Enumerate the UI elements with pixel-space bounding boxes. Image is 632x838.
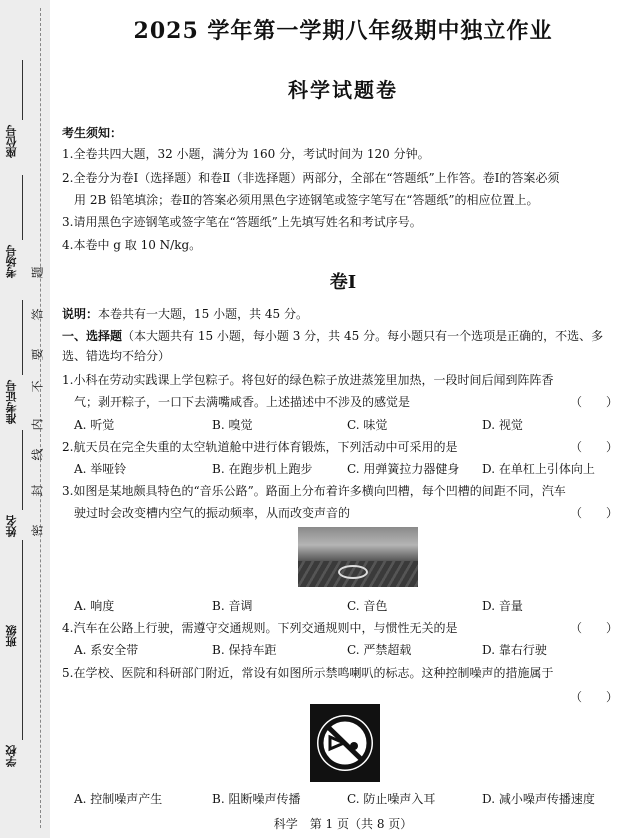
seal-char: 密 — [30, 524, 45, 537]
notice-heading: 考生须知： — [62, 126, 123, 140]
question-5-option: D. 减小噪声传播速度 — [482, 792, 595, 806]
notice-item: 1.全卷共四大题，32 小题，满分为 160 分，考试时间为 120 分钟。 — [62, 147, 430, 161]
field-exam-number-line — [22, 300, 23, 375]
question-3-option: B. 音调 — [212, 599, 253, 613]
question-1-option: B. 嗅觉 — [212, 418, 253, 432]
part-desc: （本大题共有 15 小题，每小题 3 分，共 45 分。每小题只有一个选项是正确的，不选、多 — [122, 329, 604, 343]
answer-bracket: （ ） — [569, 690, 618, 704]
seal-char: 题 — [30, 266, 45, 279]
question-2-option: C. 用弹簧拉力器健身 — [347, 462, 460, 476]
question-4-option: C. 严禁超载 — [347, 643, 412, 657]
field-name: 姓名 — [5, 515, 18, 537]
notice-item: 2.全卷分为卷Ⅰ（选择题）和卷Ⅱ（非选择题）两部分，全部在“答题纸”上作答。卷Ⅰ的答案必须 — [62, 171, 560, 185]
question-5-stem: 5.在学校、医院和科研部门附近，常设有如图所示禁鸣喇叭的标志。这种控制噪声的措施属于 — [62, 666, 554, 680]
question-2-option: B. 在跑步机上跑步 — [212, 462, 313, 476]
question-2-option: D. 在单杠上引体向上 — [482, 462, 595, 476]
question-4-option: D. 靠右行驶 — [482, 643, 547, 657]
question-4-option: B. 保持车距 — [212, 643, 277, 657]
section-desc — [62, 305, 308, 322]
field-class: 班级 — [5, 625, 18, 647]
question-1-option: D. 视觉 — [482, 418, 523, 432]
question-2-stem: 2.航天员在完全失重的太空轨道舱中进行体育锻炼，下列活动中可采用的是 — [62, 440, 458, 454]
question-1-option: C. 味觉 — [347, 418, 388, 432]
question-5-option: C. 防止噪声入耳 — [347, 792, 436, 806]
answer-bracket: （ ） — [569, 506, 618, 520]
notice-item: 用 2B 铅笔填涂；卷Ⅱ的答案必须用黑色字迹钢笔或签字笔写在“答题纸”的相应位置上。 — [74, 193, 539, 207]
seal-char: 答 — [30, 308, 45, 321]
part-title: 一、选择题 — [62, 329, 123, 343]
section-desc-label: 说明： — [62, 307, 99, 321]
question-1-stem: 气；剥开粽子，一口下去满嘴咸香。上述描述中不涉及的感觉是 — [74, 395, 411, 409]
field-seat-line — [22, 60, 23, 120]
question-4-stem: 4.汽车在公路上行驶，需遵守交通规则。下列交通规则中，与惯性无关的是 — [62, 621, 458, 635]
exam-title: 2025 学年第一学期八年级期中独立作业 — [133, 18, 553, 44]
field-class-line — [22, 540, 23, 620]
field-school: 学校 — [5, 745, 18, 767]
field-exam-room-line — [22, 175, 23, 240]
question-3-option: C. 音色 — [347, 599, 388, 613]
field-exam-room: 考场号 — [5, 245, 18, 278]
seal-char: 要 — [30, 348, 45, 361]
question-4-option: A. 系安全带 — [74, 643, 139, 657]
section-desc-text: 本卷共有一大题，15 小题，共 45 分。 — [98, 307, 308, 321]
exam-subtitle: 科学试题卷 — [288, 78, 398, 102]
question-5-option: B. 阻断噪声传播 — [212, 792, 301, 806]
question-5-option: A. 控制噪声产生 — [74, 792, 163, 806]
part-desc-cont: 选、错选均不给分） — [62, 349, 171, 363]
notice-item: 4.本卷中 g 取 10 N/kg。 — [62, 238, 202, 252]
question-1-option: A. 听觉 — [74, 418, 115, 432]
question-3-option: A. 响度 — [74, 599, 115, 613]
field-exam-number: 准考证号 — [5, 380, 18, 424]
answer-bracket: （ ） — [569, 440, 618, 454]
part-heading — [62, 327, 603, 344]
field-name-line — [22, 430, 23, 510]
section-title: 卷Ⅰ — [329, 272, 357, 293]
seal-char: 封 — [30, 484, 45, 497]
question-3-stem: 驶过时会改变槽内空气的振动频率，从而改变声音的 — [74, 506, 351, 520]
music-road-photo — [298, 527, 418, 587]
field-seat: 座位号 — [5, 125, 18, 158]
no-honking-sign-icon — [310, 704, 380, 782]
answer-bracket: （ ） — [569, 621, 618, 635]
answer-bracket: （ ） — [569, 395, 618, 409]
question-3-stem: 3.如图是某地颇具特色的“音乐公路”。路面上分布着许多横向凹槽，每个凹槽的间距不同，汽车 — [62, 484, 566, 498]
seal-char: 线 — [30, 448, 45, 461]
seal-char: 不 — [30, 380, 45, 393]
question-3-option: D. 音量 — [482, 599, 523, 613]
page-footer: 科学 第 1 页（共 8 页） — [273, 817, 413, 831]
seal-char: 内 — [30, 418, 45, 431]
notice-item: 3.请用黑色字迹钢笔或签字笔在“答题纸”上先填写姓名和考试序号。 — [62, 215, 422, 229]
road-marking — [338, 565, 368, 579]
question-2-option: A. 举哑铃 — [74, 462, 127, 476]
question-1-stem: 1.小科在劳动实践课上学包粽子。将包好的绿色粽子放进蒸笼里加热，一段时间后闻到阵阵香 — [62, 373, 554, 387]
